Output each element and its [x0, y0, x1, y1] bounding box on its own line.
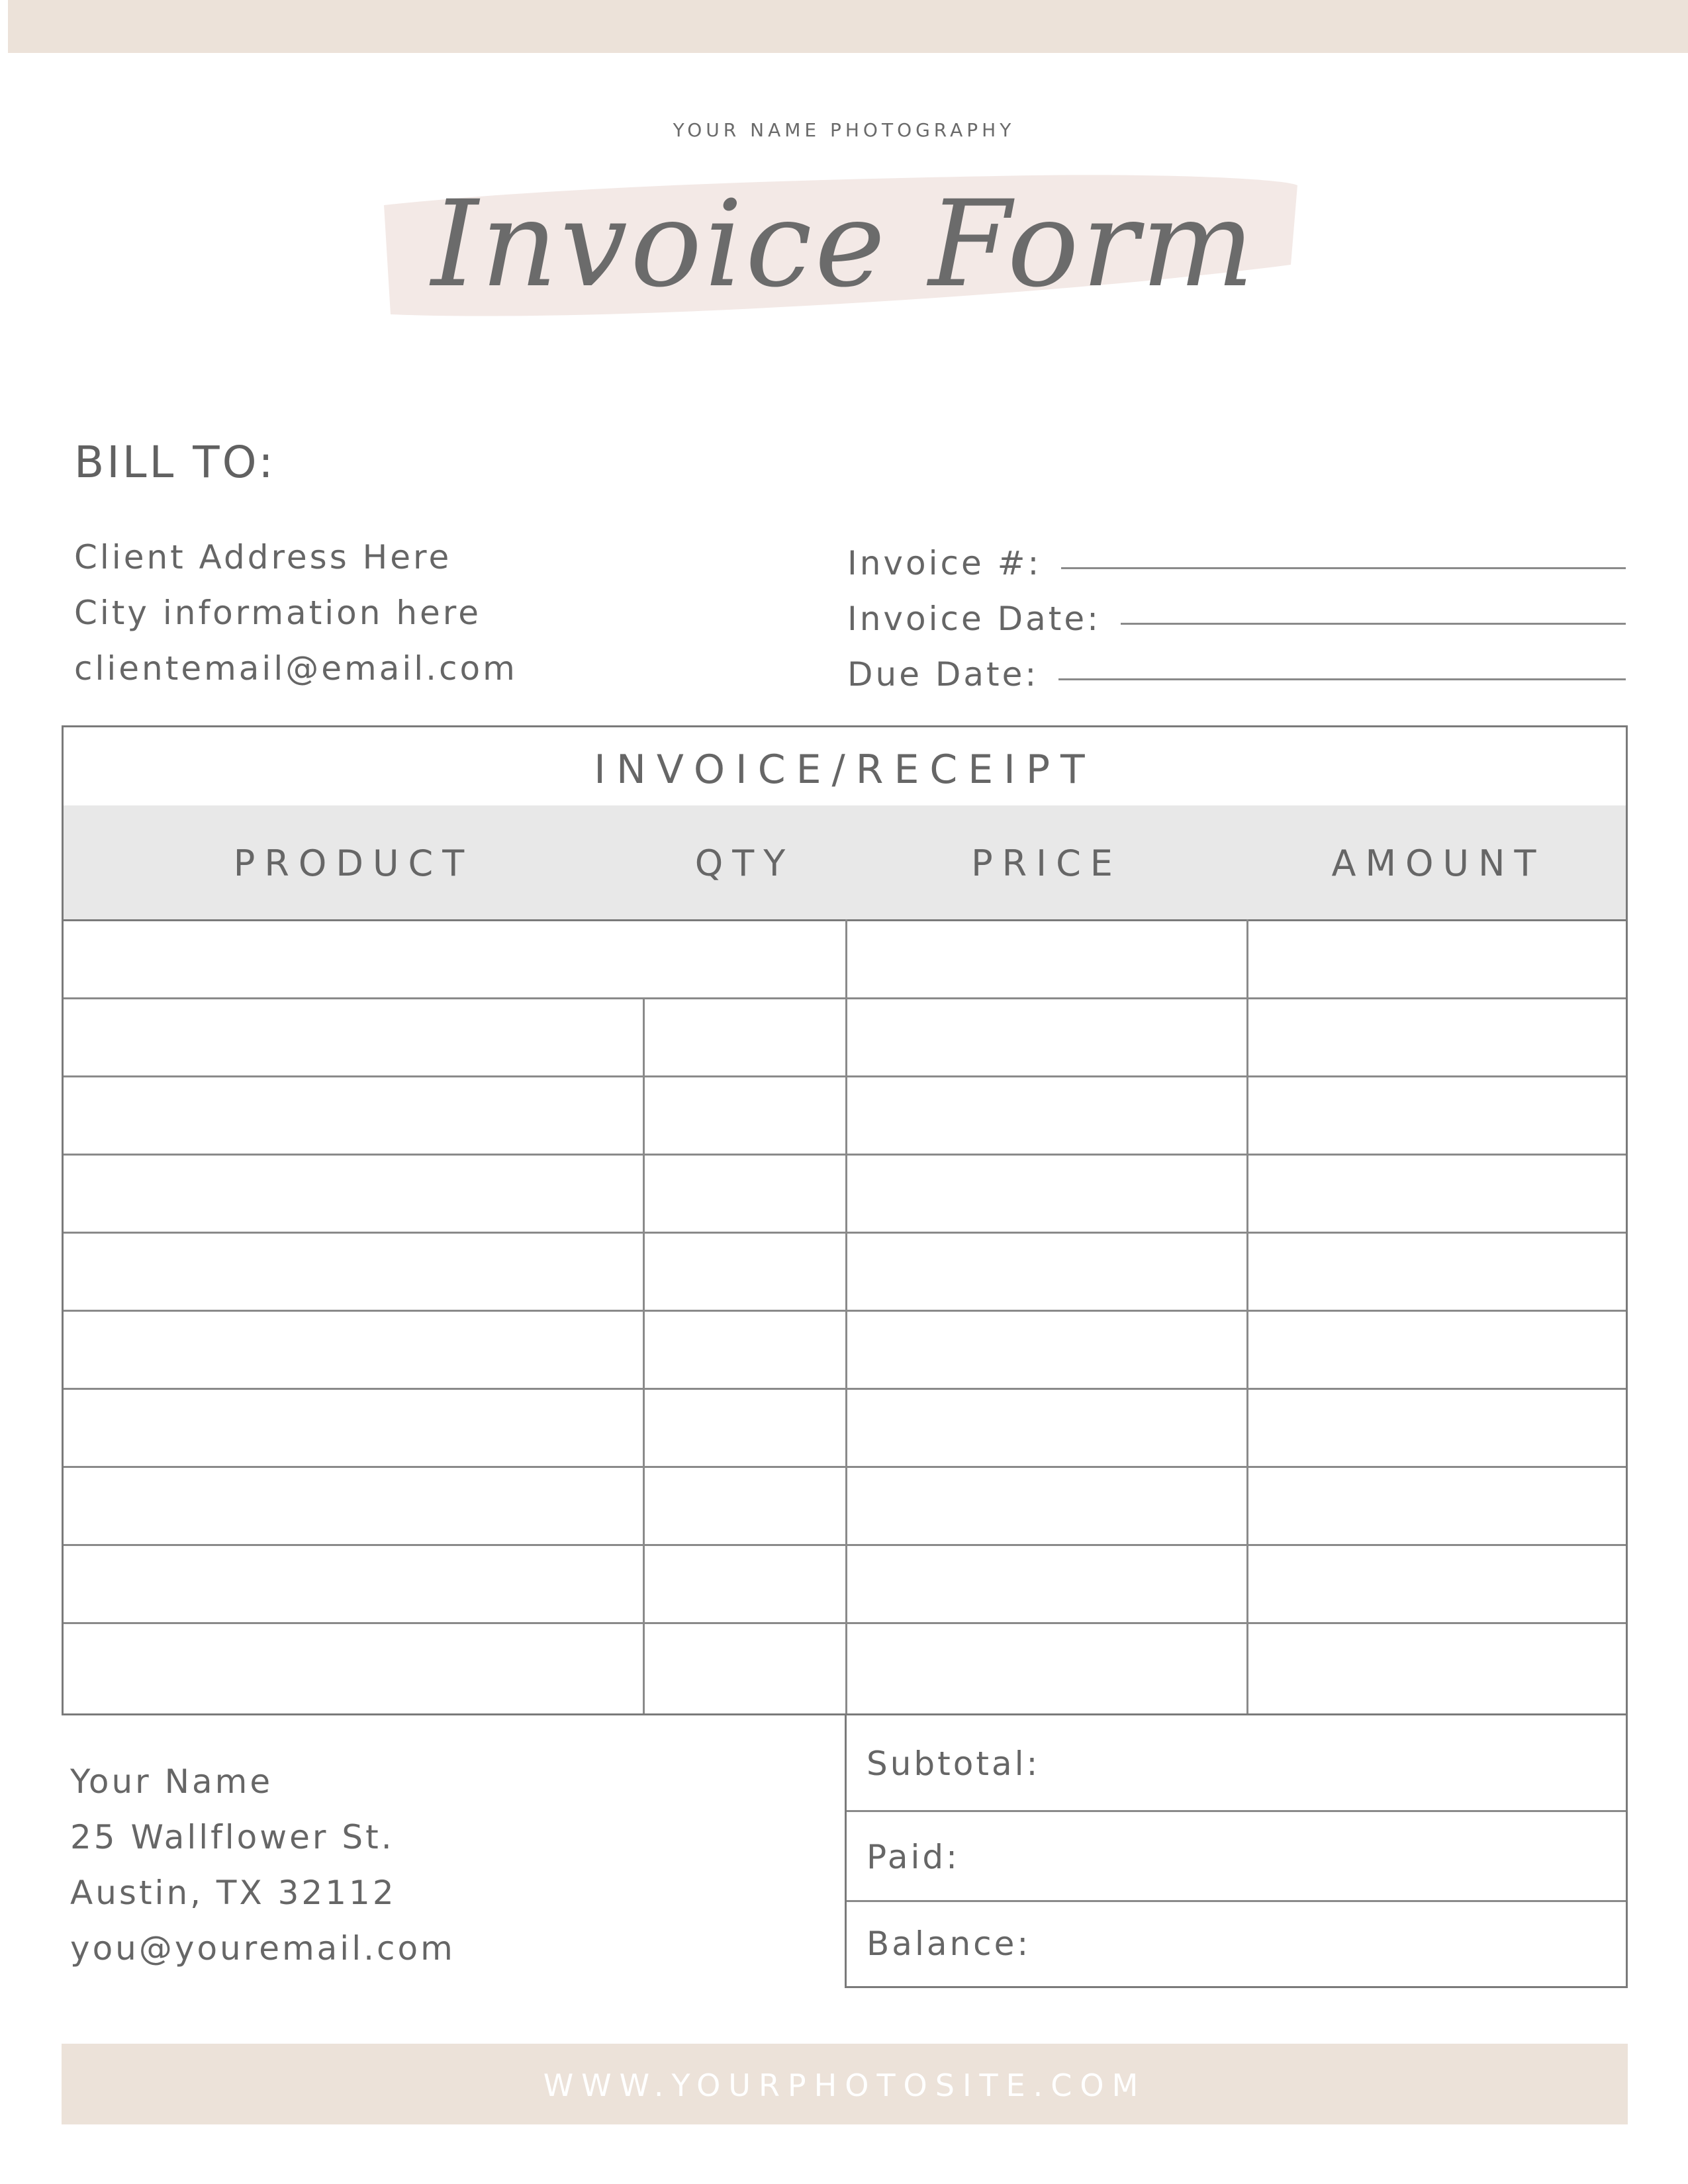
sender-email-line: you@youremail.com — [70, 1929, 455, 1968]
invoice-table-title: INVOICE/RECEIPT — [64, 727, 1626, 807]
page-title: Invoice Form — [431, 175, 1257, 314]
table-row[interactable] — [64, 1154, 1626, 1156]
subtotal-label: Subtotal: — [867, 1745, 1041, 1783]
table-row[interactable] — [64, 1622, 1626, 1624]
due-date-label: Due Date: — [847, 655, 1039, 694]
sender-name-line: Your Name — [70, 1762, 273, 1801]
bill-to-heading: BILL TO: — [74, 437, 276, 488]
paid-label: Paid: — [867, 1838, 961, 1876]
price-column-divider — [845, 919, 847, 1713]
column-header-product: PRODUCT — [233, 842, 474, 884]
totals-box — [845, 1715, 1628, 1988]
table-row[interactable] — [64, 997, 1626, 999]
invoice-number-label: Invoice #: — [847, 544, 1042, 582]
balance-label: Balance: — [867, 1925, 1031, 1963]
top-decorative-band — [8, 0, 1688, 53]
paid-row[interactable] — [847, 1812, 1626, 1902]
table-row[interactable] — [64, 1466, 1626, 1468]
qty-column-divider — [643, 997, 645, 1713]
brand-name: YOUR NAME PHOTOGRAPHY — [673, 119, 1015, 141]
table-row[interactable] — [64, 1310, 1626, 1312]
amount-column-divider — [1246, 919, 1248, 1713]
footer-website: WWW.YOURPHOTOSITE.COM — [62, 2044, 1628, 2124]
client-email-line: clientemail@email.com — [74, 649, 518, 688]
column-header-row — [64, 805, 1626, 921]
client-address-block — [74, 529, 518, 696]
column-header-amount: AMOUNT — [1331, 842, 1546, 884]
table-row[interactable] — [64, 1232, 1626, 1234]
invoice-meta-block — [847, 527, 1626, 694]
sender-city-line: Austin, TX 32112 — [70, 1874, 397, 1912]
invoice-table — [62, 725, 1628, 1715]
invoice-number-row — [847, 527, 1626, 582]
column-header-qty: QTY — [694, 842, 795, 884]
balance-row[interactable] — [847, 1902, 1626, 1986]
table-row[interactable] — [64, 1544, 1626, 1546]
table-row[interactable] — [64, 1075, 1626, 1077]
client-address-line: Client Address Here — [74, 538, 452, 576]
sender-street-line: 25 Wallflower St. — [70, 1818, 395, 1856]
invoice-date-field[interactable] — [1121, 623, 1626, 625]
sender-address-block — [70, 1754, 455, 1976]
due-date-field[interactable] — [1058, 678, 1626, 680]
invoice-date-row — [847, 582, 1626, 638]
invoice-number-field[interactable] — [1061, 567, 1626, 569]
subtotal-row[interactable] — [847, 1715, 1626, 1812]
client-city-line: City information here — [74, 594, 482, 632]
table-row[interactable] — [64, 1388, 1626, 1390]
due-date-row — [847, 638, 1626, 694]
invoice-date-label: Invoice Date: — [847, 600, 1102, 638]
column-header-price: PRICE — [971, 842, 1122, 884]
